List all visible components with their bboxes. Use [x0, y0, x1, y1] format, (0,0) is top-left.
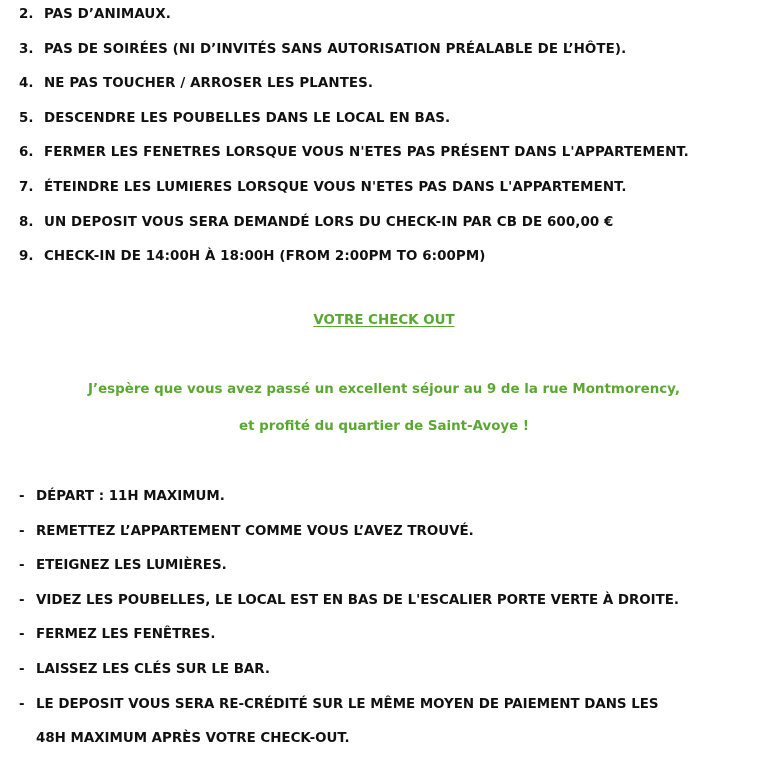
rule-item [19, 4, 689, 39]
rule-number: 2. [19, 7, 34, 22]
rule-number: 6. [19, 145, 34, 161]
checkout-item [19, 521, 679, 556]
checkout-item-text: ETEIGNEZ LES LUMIÈRES. [36, 558, 227, 574]
rule-item [19, 39, 689, 74]
checkout-item-text: DÉPART : 11H MAXIMUM. [36, 489, 225, 504]
checkout-item-text: LE DEPOSIT VOUS SERA RE-CRÉDITÉ SUR LE MÊME MOYEN DE PAIEMENT DANS LES [36, 696, 659, 712]
bullet-dash: - [19, 489, 25, 504]
rule-text: CHECK-IN DE 14:00H À 18:00H (FROM 2:00PM TO 6:00PM) [44, 249, 486, 265]
checkout-item [19, 486, 679, 521]
rule-text: PAS DE SOIRÉES (NI D’INVITÉS SANS AUTORISATION PRÉALABLE DE L’HÔTE). [44, 41, 627, 57]
checkout-message-line-2: et profité du quartier de Saint-Avoye ! [239, 419, 529, 434]
rule-item [19, 108, 689, 143]
checkout-item [19, 624, 679, 659]
checkout-item [19, 694, 679, 729]
checkout-message-line-1: J’espère que vous avez passé un excellent séjour au 9 de la rue Montmorency, [88, 382, 680, 397]
bullet-dash: - [19, 627, 25, 643]
bullet-dash: - [19, 523, 25, 539]
bullet-dash: - [19, 661, 25, 677]
rule-item [19, 246, 689, 281]
rule-item [19, 142, 689, 177]
rule-text: ÉTEINDRE LES LUMIERES LORSQUE VOUS N'ETES PAS DANS L'APPARTEMENT. [44, 179, 627, 195]
checkout-item [19, 555, 679, 590]
rule-text: DESCENDRE LES POUBELLES DANS LE LOCAL EN BAS. [44, 110, 451, 126]
checkout-item-text: REMETTEZ L’APPARTEMENT COMME VOUS L’AVEZ TROUVÉ. [36, 523, 474, 539]
rule-text: UN DEPOSIT VOUS SERA DEMANDÉ LORS DU CHECK-IN PAR CB DE 600,00 € [44, 214, 614, 230]
bullet-dash: - [19, 592, 25, 608]
rule-number: 8. [19, 214, 34, 230]
rule-item [19, 212, 689, 247]
rule-text: FERMER LES FENETRES LORSQUE VOUS N'ETES PAS PRÉSENT DANS L'APPARTEMENT. [44, 145, 689, 161]
checkout-instructions-list [19, 486, 679, 763]
checkout-item [19, 659, 679, 694]
bullet-dash: - [19, 558, 25, 574]
rule-text: PAS D’ANIMAUX. [44, 7, 171, 22]
house-rules-list [19, 4, 689, 281]
bullet-dash: - [19, 696, 25, 712]
checkout-item [19, 590, 679, 625]
rule-number: 4. [19, 76, 34, 92]
rule-number: 3. [19, 41, 34, 57]
rule-text: NE PAS TOUCHER / ARROSER LES PLANTES. [44, 76, 374, 92]
rule-item [19, 177, 689, 212]
checkout-item-text: VIDEZ LES POUBELLES, LE LOCAL EST EN BAS DE L'ESCALIER PORTE VERTE À DROITE. [36, 592, 680, 608]
checkout-section-title: VOTRE CHECK OUT [313, 313, 455, 328]
rule-item [19, 73, 689, 108]
rule-number: 9. [19, 249, 34, 265]
checkout-item-text: FERMEZ LES FENÊTRES. [36, 627, 216, 643]
rule-number: 7. [19, 179, 34, 195]
checkout-item-continuation: 48H MAXIMUM APRÈS VOTRE CHECK-OUT. [36, 731, 350, 747]
rule-number: 5. [19, 110, 34, 126]
checkout-item-text: LAISSEZ LES CLÉS SUR LE BAR. [36, 661, 270, 677]
